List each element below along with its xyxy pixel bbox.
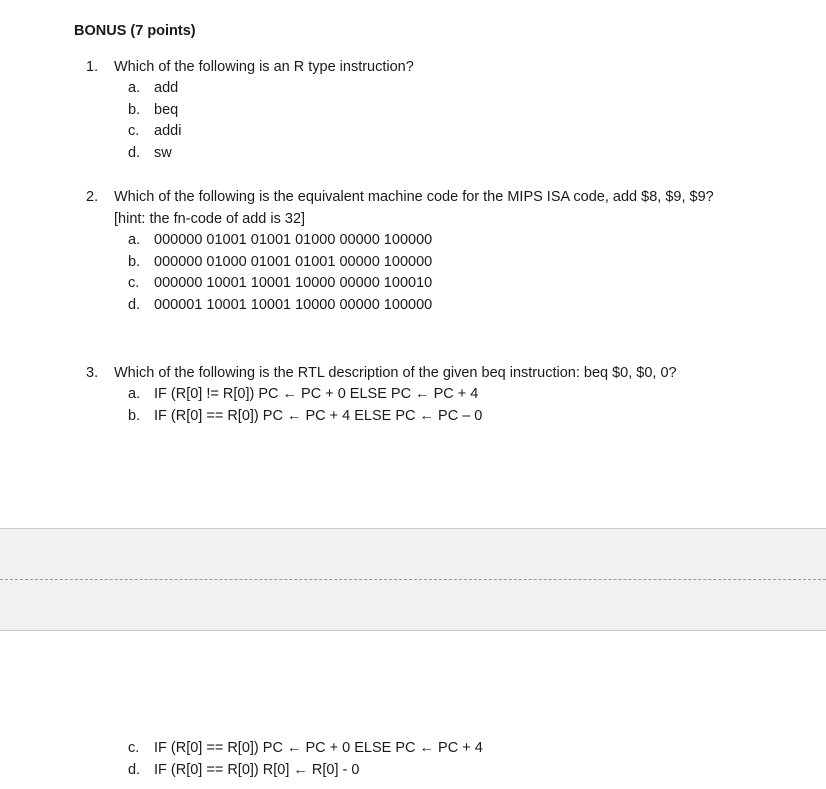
- option-label: a.: [128, 232, 141, 248]
- option-item: [128, 78, 816, 100]
- option-label: b.: [128, 253, 141, 270]
- option-item: [128, 252, 816, 274]
- option-item: [128, 121, 816, 143]
- option-text: addi: [154, 123, 182, 140]
- question-3: [86, 362, 816, 427]
- option-item: [128, 230, 816, 252]
- option-label: b.: [128, 101, 141, 118]
- option-text: sw: [154, 145, 172, 162]
- option-label: a.: [128, 80, 141, 96]
- option-list: [86, 384, 816, 427]
- option-item: [128, 760, 483, 782]
- question-1: [86, 56, 816, 165]
- option-item: [128, 100, 816, 122]
- option-label: a.: [128, 386, 141, 402]
- question-number: 3.: [86, 365, 99, 381]
- option-item: [128, 273, 816, 295]
- option-item: [128, 384, 816, 406]
- option-text: IF (R[0] == R[0]) PC ← PC + 4 ELSE PC ← PC – 0: [154, 407, 483, 424]
- question-hint: [hint: the fn-code of add is 32]: [114, 211, 306, 227]
- page-break-band: [0, 528, 826, 581]
- option-text: IF (R[0] != R[0]) PC ← PC + 0 ELSE PC ← PC + 4: [154, 386, 479, 402]
- question-text: Which of the following is the RTL description of the given beq instruction: beq $0, $0, 0?: [114, 365, 677, 381]
- option-text: IF (R[0] == R[0]) PC ← PC + 0 ELSE PC ← PC + 4: [154, 740, 483, 756]
- option-item: [128, 143, 816, 165]
- bonus-heading: BONUS (7 points): [74, 23, 196, 39]
- question-text: Which of the following is the equivalent machine code for the MIPS ISA code, add $8, $9, $9?: [114, 189, 714, 205]
- option-item: [128, 406, 816, 428]
- question-number: 1.: [86, 59, 99, 75]
- option-label: c.: [128, 740, 140, 756]
- continued-option-list: [128, 738, 483, 781]
- question-text: Which of the following is an R type instruction?: [114, 59, 414, 75]
- option-text: add: [154, 80, 179, 96]
- option-item: [128, 295, 816, 317]
- page-break-band: [0, 580, 826, 631]
- page-break-line: [0, 579, 826, 580]
- option-label: c.: [128, 123, 140, 140]
- option-item: [128, 738, 483, 760]
- option-text: 000001 10001 10001 10000 00000 100000: [154, 297, 433, 314]
- question-number: 2.: [86, 189, 99, 205]
- option-text: 000000 01001 01001 01000 00000 100000: [154, 232, 433, 248]
- option-label: c.: [128, 275, 140, 292]
- option-text: IF (R[0] == R[0]) R[0] ← R[0] - 0: [154, 761, 360, 778]
- question-2: [86, 186, 816, 317]
- option-label: d.: [128, 145, 141, 162]
- option-text: 000000 10001 10001 10000 00000 100010: [154, 275, 433, 292]
- option-list: [86, 78, 816, 165]
- option-label: d.: [128, 761, 141, 778]
- option-label: d.: [128, 297, 141, 314]
- option-text: 000000 01000 01001 01001 00000 100000: [154, 253, 433, 270]
- option-text: beq: [154, 101, 179, 118]
- option-list: [86, 230, 816, 317]
- option-label: b.: [128, 407, 141, 424]
